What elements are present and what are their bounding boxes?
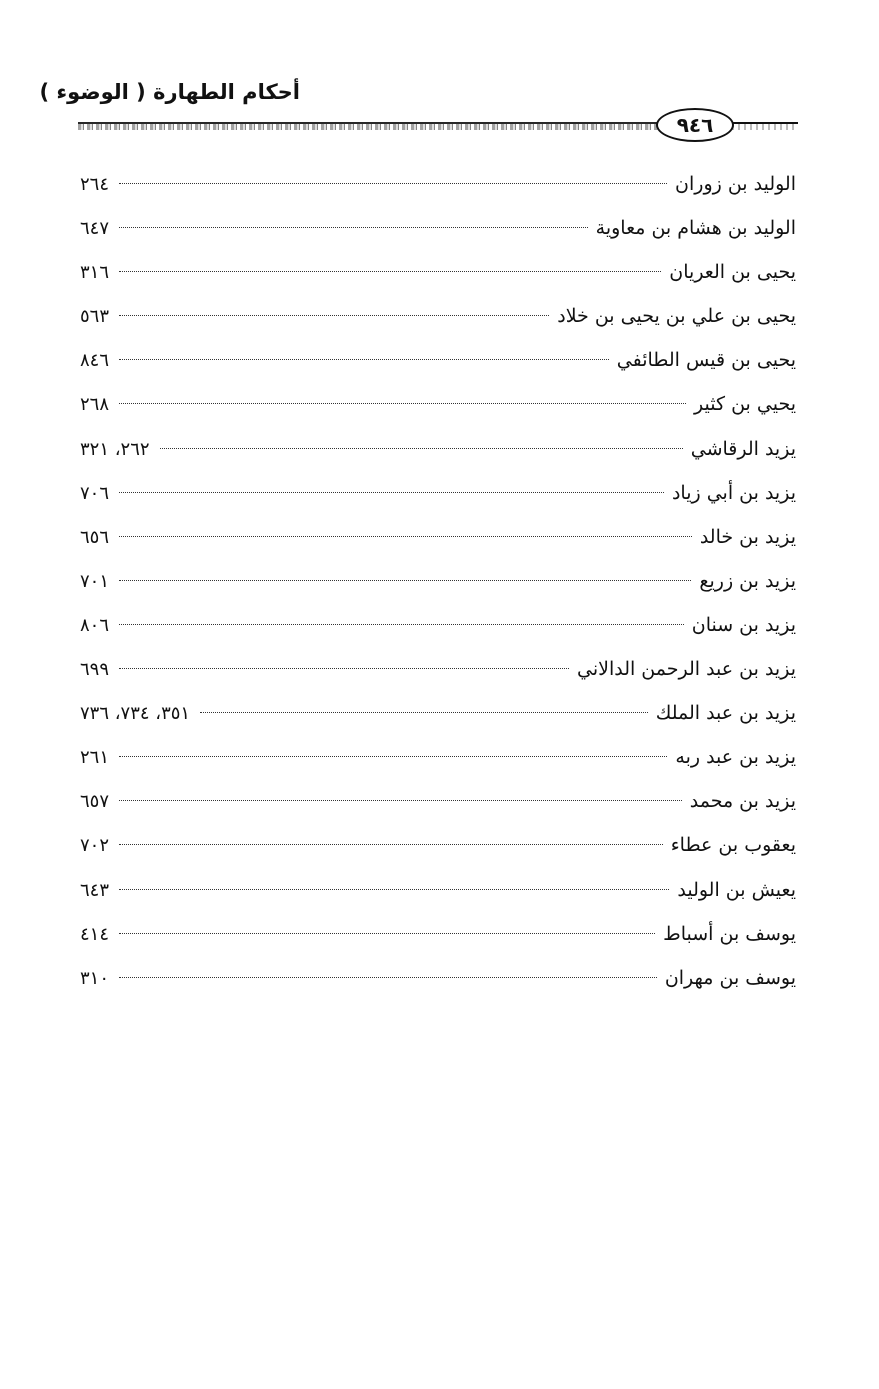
index-entry [80, 779, 796, 823]
dot-leader [119, 315, 549, 316]
index-entry [80, 691, 796, 735]
dot-leader [119, 227, 588, 228]
index-entry-pages: ٧٠٦ [80, 482, 110, 504]
index-entry-pages: ٢٦٨ [80, 394, 110, 416]
dot-leader [119, 844, 663, 845]
index-entry-pages: ٣٥١، ٧٣٤، ٧٣٦ [80, 703, 191, 725]
index-entry-pages: ٦٤٣ [80, 879, 110, 901]
dot-leader [200, 712, 648, 713]
index-entry-pages: ٣١٠ [80, 967, 110, 989]
index-entry-pages: ٥٦٣ [80, 306, 110, 328]
index-entry-name: يحيى بن قيس الطائفي [616, 349, 796, 372]
index-entry-name: يزيد بن عبد ربه [675, 746, 796, 769]
index-entry-name: الوليد بن هشام بن معاوية [595, 217, 796, 240]
dot-leader [119, 492, 664, 493]
index-entry-name: يوسف بن أسباط [663, 922, 796, 945]
index-entry-pages: ٦٩٩ [80, 659, 110, 681]
header-rule-left [78, 122, 662, 130]
index-entry-name: الوليد بن زوران [675, 173, 796, 195]
header-rule-right [732, 122, 798, 130]
index-entry-name: يعقوب بن عطاء [670, 834, 796, 857]
index-entry-pages: ٧٠٢ [80, 835, 110, 857]
dot-leader [119, 271, 661, 272]
index-entry-name: يحيي بن كثير [694, 393, 796, 416]
dot-leader [119, 183, 667, 184]
index-entry [80, 206, 796, 250]
index-entry-name: يزيد بن عبد الرحمن الدالاني [576, 658, 796, 681]
dot-leader [119, 668, 569, 669]
dot-leader [119, 359, 609, 360]
index-entry [80, 382, 796, 426]
index-entry-pages: ٦٤٧ [80, 218, 110, 240]
index-entry [80, 162, 796, 206]
index-entry-name: يزيد بن أبي زياد [671, 481, 796, 504]
index-entry-pages: ٢٦٢، ٣٢١ [80, 438, 150, 460]
dot-leader [119, 403, 686, 404]
dot-leader [119, 756, 667, 757]
index-entry [80, 868, 796, 912]
dot-leader [119, 800, 682, 801]
index-entry [80, 647, 796, 691]
index-entry-name: يزيد بن سنان [691, 613, 796, 636]
page-number: ٩٤٦ [676, 113, 714, 137]
index-entry [80, 338, 796, 382]
dot-leader [119, 977, 657, 978]
index-entry-name: يحيى بن علي بن يحيى بن خلاد [557, 305, 796, 328]
index-entry [80, 956, 796, 1000]
index-entry-pages: ٦٥٦ [80, 526, 110, 548]
index-entry-pages: ٢٦١ [80, 747, 110, 769]
index-entry [80, 294, 796, 338]
index-entry-pages: ٦٥٧ [80, 791, 110, 813]
index-entry [80, 515, 796, 559]
dot-leader [119, 889, 669, 890]
running-head-title: أحكام الطهارة ( الوضوء ) [39, 80, 300, 104]
index-entry-name: يحيى بن العريان [669, 261, 796, 284]
name-index-list [80, 162, 796, 1000]
index-entry-name: يوسف بن مهران [664, 966, 796, 989]
index-entry-name: يزيد بن زريع [699, 569, 796, 592]
dot-leader [119, 933, 655, 934]
dot-leader [119, 580, 691, 581]
index-entry [80, 559, 796, 603]
index-entry [80, 250, 796, 294]
index-entry-name: يزيد بن خالد [699, 525, 796, 548]
index-entry-name: يعيش بن الوليد [677, 878, 796, 901]
page-number-badge [656, 108, 734, 142]
index-entry-pages: ٧٠١ [80, 570, 110, 592]
index-entry-pages: ٨٤٦ [80, 350, 110, 372]
index-entry-pages: ٤١٤ [80, 923, 110, 945]
index-entry [80, 603, 796, 647]
index-entry-pages: ٣١٦ [80, 262, 110, 284]
index-entry [80, 427, 796, 471]
index-entry-name: يزيد بن محمد [689, 790, 796, 813]
dot-leader [119, 624, 684, 625]
index-entry-name: يزيد بن عبد الملك [655, 702, 796, 725]
index-entry [80, 912, 796, 956]
index-entry [80, 735, 796, 779]
index-entry-pages: ٨٠٦ [80, 614, 110, 636]
dot-leader [160, 448, 683, 449]
index-entry-name: يزيد الرقاشي [690, 437, 796, 460]
dot-leader [119, 536, 692, 537]
index-entry [80, 823, 796, 867]
index-entry [80, 471, 796, 515]
index-entry-pages: ٢٦٤ [80, 174, 110, 195]
